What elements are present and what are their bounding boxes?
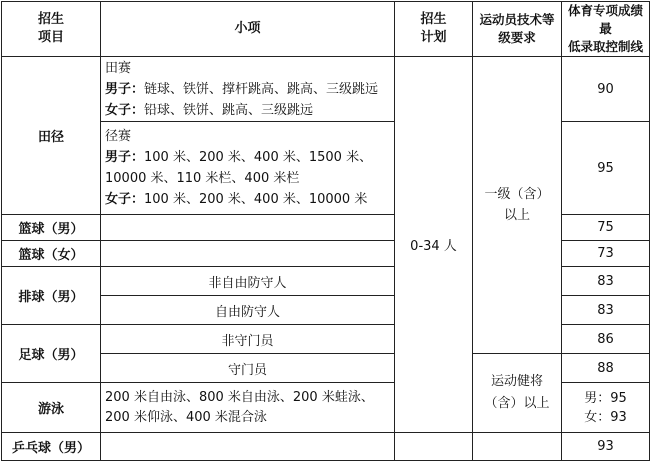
swimming-name: 游泳	[2, 383, 101, 433]
table-tennis-name: 乒乓球（男）	[2, 433, 101, 461]
table-row	[2, 433, 650, 461]
basketball-female-item	[101, 241, 395, 267]
running-female-label: 女子：	[105, 192, 145, 207]
field-score: 90	[562, 57, 650, 122]
football-name: 足球（男）	[2, 325, 101, 383]
basketball-male-name: 篮球（男）	[2, 215, 101, 241]
header-item: 小项	[101, 2, 395, 57]
football-score: 86	[562, 325, 650, 354]
volleyball-score: 83	[562, 267, 650, 296]
field-male-label: 男子：	[105, 81, 145, 97]
running-male-text: 100 米、200 米、400 米、1500 米、10000 米、110 米栏、400 米栏	[105, 150, 373, 186]
admission-table	[1, 1, 650, 461]
header-project: 招生 项目	[2, 2, 101, 57]
basketball-male-score: 75	[562, 215, 650, 241]
basketball-male-item	[101, 215, 395, 241]
basketball-female-score: 73	[562, 241, 650, 267]
running-events-cell	[101, 122, 395, 215]
running-male-label: 男子：	[105, 150, 145, 165]
football-item: 守门员	[101, 354, 395, 383]
volleyball-name: 排球（男）	[2, 267, 101, 325]
football-score: 88	[562, 354, 650, 383]
field-title: 田赛	[105, 60, 132, 76]
table-row	[2, 57, 650, 122]
field-female-label: 女子：	[105, 102, 145, 118]
table-tennis-level	[473, 433, 562, 461]
volleyball-item: 自由防守人	[101, 296, 395, 325]
swimming-item: 200 米自由泳、800 米自由泳、200 米蛙泳、200 米仰泳、400 米混合泳	[101, 383, 395, 433]
field-female-text: 铅球、铁饼、跳高、三级跳远	[144, 102, 314, 118]
level-cell-1: 一级（含） 以上	[473, 57, 562, 354]
field-events-cell	[101, 57, 395, 122]
running-title: 径赛	[105, 129, 132, 144]
football-item: 非守门员	[101, 325, 395, 354]
running-female-text: 100 米、200 米、400 米、10000 米	[144, 192, 368, 207]
header-level: 运动员技术等 级要求	[473, 2, 562, 57]
header-row	[2, 2, 650, 57]
header-plan: 招生 计划	[395, 2, 473, 57]
field-male-text: 链球、铁饼、撑杆跳高、跳高、三级跳远	[144, 81, 379, 97]
volleyball-score: 83	[562, 296, 650, 325]
plan-cell: 0-34 人	[395, 57, 473, 433]
header-score: 体育专项成绩最 低录取控制线	[562, 2, 650, 57]
basketball-female-name: 篮球（女）	[2, 241, 101, 267]
table-tennis-item	[101, 433, 395, 461]
table-tennis-plan	[395, 433, 473, 461]
table-tennis-score: 93	[562, 433, 650, 461]
running-score: 95	[562, 122, 650, 215]
volleyball-item: 非自由防守人	[101, 267, 395, 296]
level-cell-2: 运动健将 （含）以上	[473, 354, 562, 433]
track-name: 田径	[2, 57, 101, 215]
swimming-score: 男：95 女：93	[562, 383, 650, 433]
